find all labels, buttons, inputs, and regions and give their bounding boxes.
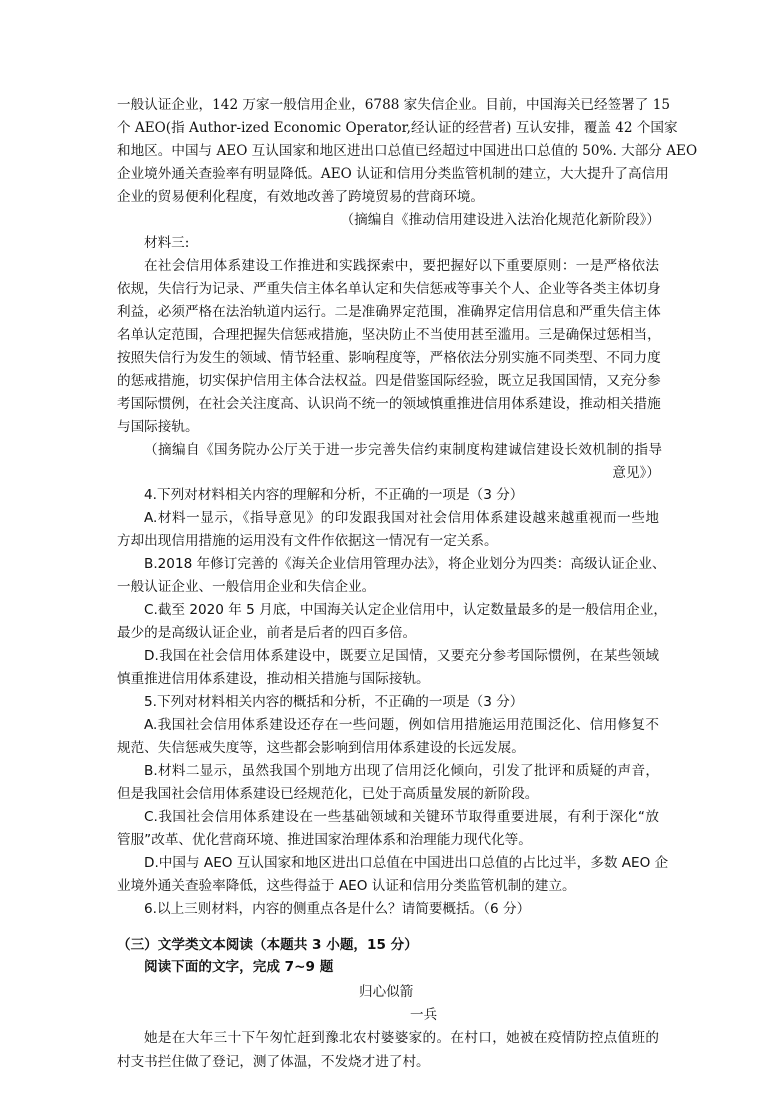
para-line-8: 利益，必须严格在法治轨道内运行。二是准确界定范围，准确界定信用信息和严重失信主体 xyxy=(117,304,661,320)
para-line-3: 和地区。中国与 AEO 互认国家和地区进出口总值已经超过中国进出口总值的 50%. 大部分 AEO xyxy=(117,143,698,159)
reading-instruction: 阅读下面的文字，完成 7~9 题 xyxy=(144,959,334,975)
story-title: 归心似箭 xyxy=(359,984,414,1000)
para-line-13: 与国际接轨。 xyxy=(117,419,199,435)
question-4-option-a: A.材料一显示，《指导意见》的印发跟我国对社会信用体系建设越来越重视而一些地 xyxy=(144,510,659,526)
question-5-option-c-cont: 管服”改革、优化营商环境、推进国家治理体系和治理能力现代化等。 xyxy=(117,832,532,848)
question-4-option-b-cont: 一般认证企业、一般信用企业和失信企业。 xyxy=(117,579,376,595)
question-5-option-d: D.中国与 AEO 互认国家和地区进出口总值在中国进出口总值的占比过半，多数 AEO 企 xyxy=(144,855,669,871)
para-line-7: 依规，失信行为记录、严重失信主体名单认定和失信惩戒等事关个人、企业等各类主体切身 xyxy=(117,281,661,297)
source-citation-2: （摘编自《推动信用建设进入法治化规范化新阶段》） xyxy=(340,212,660,228)
question-5-option-c: C.我国社会信用体系建设在一些基础领域和关键环节取得重要进展，有利于深化“放 xyxy=(144,809,659,825)
source-citation-3b: 意见》） xyxy=(612,465,660,481)
story-para-line-2: 村支书拦住做了登记，测了体温，不发烧才进了村。 xyxy=(117,1054,430,1070)
question-4-option-c: C.截至 2020 年 5 月底，中国海关认定企业信用中，认定数量最多的是一般信用企业， xyxy=(144,602,667,618)
question-5-option-b-cont: 但是我国社会信用体系建设已经规范化，已处于高质量发展的新阶段。 xyxy=(117,786,539,802)
para-line-5: 企业的贸易便利化程度，有效地改善了跨境贸易的营商环境。 xyxy=(117,189,485,205)
material-three-heading: 材料三: xyxy=(144,235,190,251)
para-line-4: 企业境外通关查验率有明显降低。AEO 认证和信用分类监管机制的建立，大大提升了高信用 xyxy=(117,166,669,182)
source-citation-3a: （摘编自《国务院办公厅关于进一步完善失信约束制度构建诚信建设长效机制的指导 xyxy=(144,442,662,458)
question-5-option-a-cont: 规范、失信惩戒失度等，这些都会影响到信用体系建设的长远发展。 xyxy=(117,740,525,756)
section-heading-literary: （三）文学类文本阅读（本题共 3 小题，15 分） xyxy=(117,937,418,953)
question-4-option-c-cont: 最少的是高级认证企业，前者是后者的四百多倍。 xyxy=(117,625,417,641)
question-5-option-d-cont: 业境外通关查验率降低，这些得益于 AEO 认证和信用分类监管机制的建立。 xyxy=(117,878,576,894)
para-line-6: 在社会信用体系建设工作推进和实践探索中，要把握好以下重要原则：一是严格依法 xyxy=(144,258,659,274)
question-6: 6.以上三则材料，内容的侧重点各是什么？请简要概括。（6 分） xyxy=(144,901,531,917)
question-4-option-a-cont: 方却出现信用措施的运用没有文件作依据这一情况有一定关系。 xyxy=(117,533,498,549)
para-line-2: 个 AEO(指 Author-ized Economic Operator,经认证的经营者) 互认安排，覆盖 42 个国家 xyxy=(117,120,678,136)
story-author: 一兵 xyxy=(410,1007,438,1023)
question-4-option-d: D.我国在社会信用体系建设中，既要立足国情，又要充分参考国际惯例，在某些领域 xyxy=(144,648,659,664)
question-4-option-d-cont: 慎重推进信用体系建设，推动相关措施与国际接轨。 xyxy=(117,671,430,687)
para-line-1: 一般认证企业，142 万家一般信用企业，6788 家失信企业。目前，中国海关已经签署了 15 xyxy=(117,97,670,113)
para-line-9: 名单认定范围，合理把握失信惩戒措施，坚决防止不当使用甚至滥用。三是确保过惩相当， xyxy=(117,327,661,343)
story-para-line-1: 她是在大年三十下午匆忙赶到豫北农村婆婆家的。在村口，她被在疫情防控点值班的 xyxy=(144,1030,659,1046)
para-line-10: 按照失信行为发生的领域、情节轻重、影响程度等，严格依法分别实施不同类型、不同力度 xyxy=(117,350,661,366)
para-line-12: 考国际惯例，在社会关注度高、认识尚不统一的领域慎重推进信用体系建设，推动相关措施 xyxy=(117,396,661,412)
question-4-option-b: B.2018 年修订完善的《海关企业信用管理办法》，将企业划分为四类：高级认证企业、 xyxy=(144,556,666,572)
question-5-option-b: B.材料二显示，虽然我国个别地方出现了信用泛化倾向，引发了批评和质疑的声音， xyxy=(144,763,659,779)
question-4: 4.下列对材料相关内容的理解和分析，不正确的一项是（3 分） xyxy=(144,487,524,503)
para-line-11: 的惩戒措施，切实保护信用主体合法权益。四是借鉴国际经验，既立足我国国情，又充分参 xyxy=(117,373,661,389)
question-5-option-a: A.我国社会信用体系建设还存在一些问题，例如信用措施运用范围泛化、信用修复不 xyxy=(144,717,659,733)
question-5: 5.下列对材料相关内容的概括和分析，不正确的一项是（3 分） xyxy=(144,694,524,710)
